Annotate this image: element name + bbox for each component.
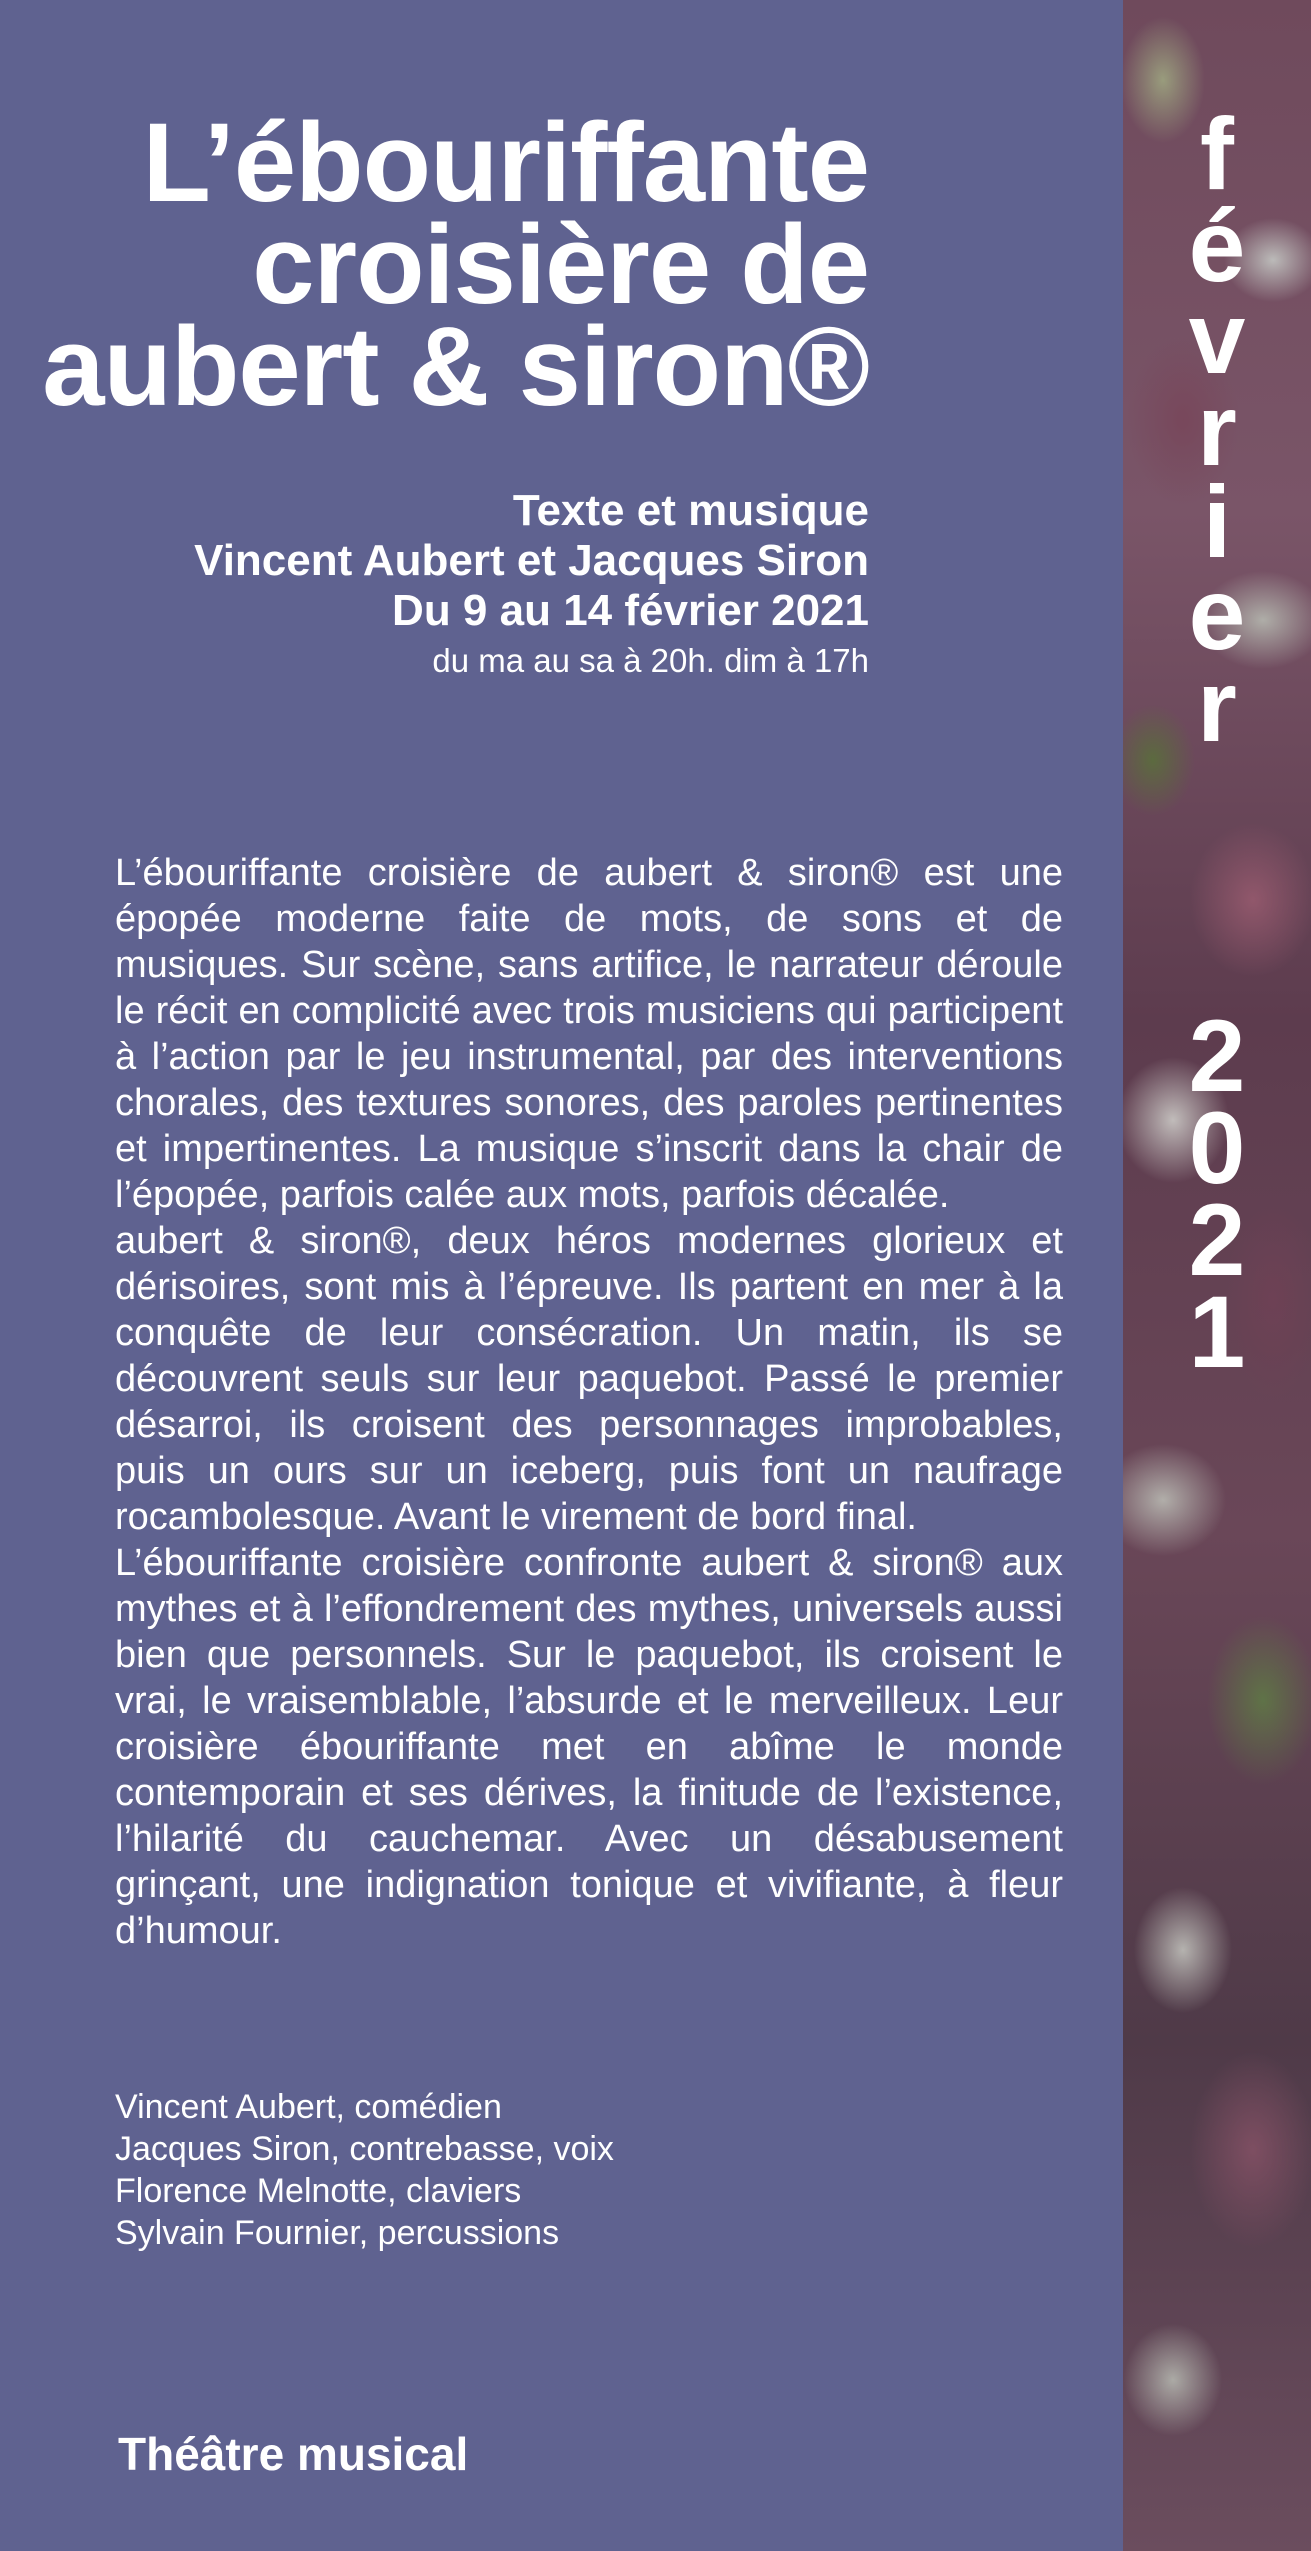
cast-member: Vincent Aubert, comédien [115,2088,502,2126]
title-line-2: croisière de [252,202,869,327]
month-letter: i [1202,465,1232,579]
credits-authors: Vincent Aubert et Jacques Siron [194,536,869,585]
month-letter: v [1188,281,1246,395]
cast-list [115,2086,1015,2254]
title-line-1: L’ébouriffante [142,100,869,225]
year-digit: 1 [1188,1275,1246,1389]
month-letter: e [1188,557,1246,671]
year-digit: 2 [1188,999,1246,1113]
credits-schedule: du ma au sa à 20h. dim à 17h [432,642,869,679]
credits-text-music: Texte et musique [512,486,869,535]
month-letter: r [1197,373,1237,487]
description-paragraph-1: L’ébouriffante croisière de aubert & siron® est une épopée moderne faite de mots, de sons et de musiques. Sur scène, sans artifice, le narrateur déroule le récit en complicité avec trois musiciens qui participent à l’action par le jeu instrumental, par des interventions chorales, des textures sonores, des paroles pertinentes et impertinentes. La musique s’inscrit dans la chair de l’épopée, parfois calée aux mots, parfois décalée. [115,852,1063,1216]
show-title [0,100,869,429]
year-digit: 2 [1188,1183,1246,1297]
year-digit: 0 [1188,1091,1246,1205]
credits-dates: Du 9 au 14 février 2021 [392,586,869,635]
description-paragraph-3: L’ébouriffante croisière confronte aubert & siron® aux mythes et à l’effondrement des mythes, universels aussi bien que personnels. Sur le paquebot, ils croisent le vrai, le vraisemblable, l’absurde et le merveilleux. Leur croisière ébouriffante met en abîme le monde contemporain et ses dérives, la finitude de l’existence, l’hilarité du cauchemar. Avec un désabusement grinçant, une indignation tonique et vivifiante, à fleur d’humour. [115,1542,1063,1952]
month-letter: r [1197,649,1237,763]
side-month [1123,97,1311,763]
month-letter: f [1200,97,1234,211]
genre-label: Théâtre musical [118,2428,469,2480]
side-photo-strip [1123,0,1311,2551]
description-paragraph-2: aubert & siron®, deux héros modernes glorieux et dérisoires, sont mis à l’épreuve. Ils partent en mer à la conquête de leur consécration. Un matin, ils se découvrent seuls sur leur paquebot. Passé le premier désarroi, ils croisent des personnages improbables, puis un ours sur un iceberg, puis font un naufrage rocambolesque. Avant le virement de bord final. [115,1220,1063,1538]
month-letter: é [1188,189,1246,303]
cast-member: Jacques Siron, contrebasse, voix [115,2130,614,2168]
description [115,850,1063,1954]
title-line-3: aubert & siron® [42,304,869,429]
credits-block [0,486,869,686]
cast-member: Florence Melnotte, claviers [115,2172,522,2210]
side-year [1123,999,1311,1389]
cast-member: Sylvain Fournier, percussions [115,2214,560,2252]
